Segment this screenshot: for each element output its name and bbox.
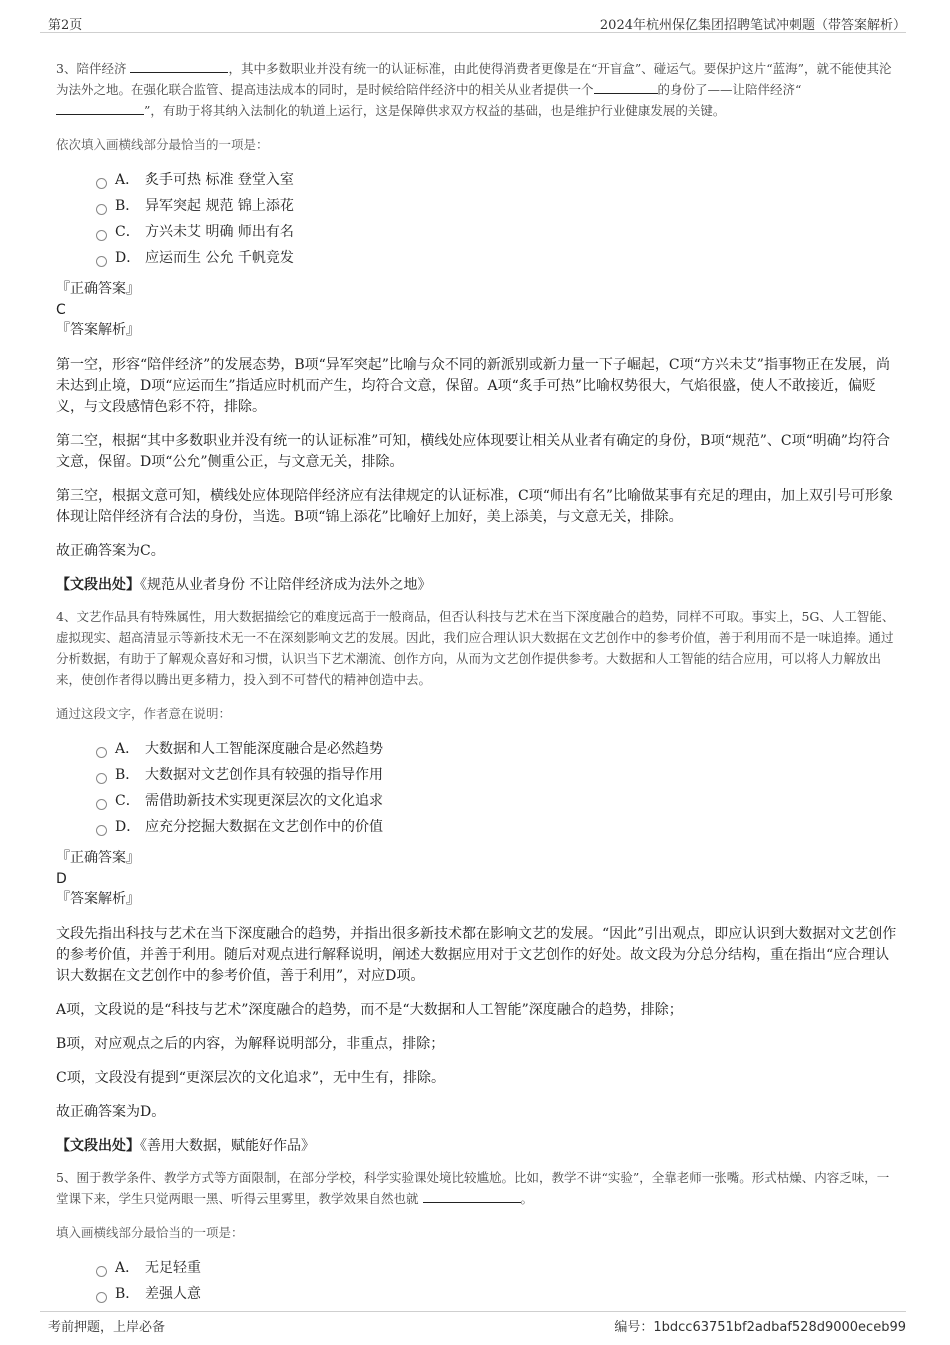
analysis-paragraph: C项，文段没有提到“更深层次的文化追求”，无中生有，排除。 <box>56 1070 446 1086</box>
option-b[interactable]: B． 差强人意 <box>96 1281 898 1307</box>
options-list <box>96 167 898 271</box>
answer-tag: 『正确答案』 <box>56 850 140 866</box>
question-text: 4、文艺作品具有特殊属性，用大数据描绘它的难度远高于一般商品，但否认科技与艺术在当下深度融合的趋势，同样不可取。事实上，5G、人工智能、虚拟现实、超高清显示等新技术无一不在深刻影响文艺的发展。因此，我们应合理认识大数据在文艺创作中的参考价值，善于利用而不是一味追捧。通过分析数据，有助于了解观众喜好和习惯，认识当下艺术潮流、创作方向，从而为文艺创作提供参考。大数据和人工智能的结合应用，可以将人力解放出来，使创作者得以腾出更多精力，投入到不可替代的精神创造中去。 <box>56 609 895 687</box>
source-line: 【文段出处】《善用大数据，赋能好作品》 <box>56 1138 315 1154</box>
analysis-conclusion: 故正确答案为C。 <box>56 543 165 559</box>
page-header <box>40 12 906 33</box>
options-list <box>96 1255 898 1307</box>
analysis-paragraph: A项，文段说的是“科技与艺术”深度融合的趋势，而不是“大数据和人工智能”深度融合的趋势，排除； <box>56 1002 683 1018</box>
question-4 <box>56 606 898 1157</box>
analysis-paragraph: 第三空，根据文意可知，横线处应体现陪伴经济应有法律规定的认证标准，C项“师出有名”比喻做某事有充足的理由，加上双引号可形象体现让陪伴经济有合法的身份，当选。B项“锦上添花”比喻好上加好，美上添美，与文意无关，排除。 <box>56 488 894 525</box>
option-a[interactable]: A． 大数据和人工智能深度融合是必然趋势 <box>96 736 898 762</box>
analysis-tag: 『答案解析』 <box>56 891 140 907</box>
correct-answer: C <box>56 302 66 318</box>
option-c[interactable]: C． 需借助新技术实现更深层次的文化追求 <box>96 788 898 814</box>
answer-blank <box>423 1190 521 1203</box>
radio-icon[interactable] <box>96 204 107 215</box>
footer-slogan: 考前押题，上岸必备 <box>48 1320 166 1335</box>
answer-blank <box>130 60 228 73</box>
radio-icon[interactable] <box>96 256 107 267</box>
option-a[interactable]: A． 无足轻重 <box>96 1255 898 1281</box>
option-d[interactable]: D． 应充分挖掘大数据在文艺创作中的价值 <box>96 814 898 840</box>
radio-icon[interactable] <box>96 825 107 836</box>
question-3 <box>56 58 898 596</box>
radio-icon[interactable] <box>96 1266 107 1277</box>
analysis-paragraph: 文段先指出科技与艺术在当下深度融合的趋势，并指出很多新技术都在影响文艺的发展。“因此”引出观点，即应认识到大数据对文艺创作的参考价值，并善于利用。随后对观点进行解释说明，阐述大数据应用对于文艺创作的好处。故文段为分总分结构，重在指出“应合理认识大数据在文艺创作中的参考价值，善于利用”，对应D项。 <box>56 926 897 984</box>
analysis-conclusion: 故正确答案为D。 <box>56 1104 166 1120</box>
option-b[interactable]: B． 异军突起 规范 锦上添花 <box>96 193 898 219</box>
document-code: 编号：1bdcc63751bf2adbaf528d9000eceb99 <box>614 1320 906 1335</box>
option-c[interactable]: C． 方兴未艾 明确 师出有名 <box>96 219 898 245</box>
question-prompt: 填入画横线部分最恰当的一项是： <box>56 1225 244 1240</box>
answer-blank <box>594 81 658 94</box>
radio-icon[interactable] <box>96 230 107 241</box>
question-prompt: 依次填入画横线部分最恰当的一项是： <box>56 137 269 152</box>
radio-icon[interactable] <box>96 1292 107 1303</box>
options-list <box>96 736 898 840</box>
question-5 <box>56 1167 898 1307</box>
analysis-tag: 『答案解析』 <box>56 322 140 338</box>
radio-icon[interactable] <box>96 773 107 784</box>
source-line: 【文段出处】《规范从业者身份 不让陪伴经济成为法外之地》 <box>56 577 432 593</box>
document-body <box>56 40 898 1307</box>
question-text: 3、陪伴经济 ，其中多数职业并没有统一的认证标准，由此使得消费者更像是在“开盲盒”、碰运气。要保护这片“蓝海”，就不能使其沦为法外之地。在强化联合监管、提高违法成本的同时，是时候给陪伴经济中的相关从业者提供一个 的身份了——让陪伴经济“ ”，有助于将其纳入法制化的轨道上运行，这是保障供求双方权益的基础，也是维护行业健康发展的关键。 <box>56 61 892 118</box>
analysis-paragraph: 第二空，根据“其中多数职业并没有统一的认证标准”可知，横线处应体现要让相关从业者有确定的身份，B项“规范”、C项“明确”均符合文意，保留。D项“公允”侧重公正，与文意无关，排除。 <box>56 433 890 470</box>
radio-icon[interactable] <box>96 799 107 810</box>
question-text: 5、囿于教学条件、教学方式等方面限制，在部分学校，科学实验课处境比较尴尬。比如，教学不讲“实验”，全靠老师一张嘴。形式枯燥、内容乏味，一堂课下来，学生只觉两眼一黑、听得云里雾里，教学效果自然也就 。 <box>56 1170 890 1206</box>
question-prompt: 通过这段文字，作者意在说明： <box>56 706 232 721</box>
document-title: 2024年杭州保亿集团招聘笔试冲刺题（带答案解析） <box>599 18 906 33</box>
page-footer <box>40 1311 906 1334</box>
page-number: 第2页 <box>48 18 83 33</box>
answer-tag: 『正确答案』 <box>56 281 140 297</box>
radio-icon[interactable] <box>96 178 107 189</box>
option-b[interactable]: B． 大数据对文艺创作具有较强的指导作用 <box>96 762 898 788</box>
option-a[interactable]: A． 炙手可热 标准 登堂入室 <box>96 167 898 193</box>
answer-blank <box>56 102 144 115</box>
radio-icon[interactable] <box>96 747 107 758</box>
correct-answer: D <box>56 871 67 887</box>
analysis-paragraph: B项，对应观点之后的内容，为解释说明部分，非重点，排除； <box>56 1036 445 1052</box>
option-d[interactable]: D． 应运而生 公允 千帆竞发 <box>96 245 898 271</box>
analysis-paragraph: 第一空，形容“陪伴经济”的发展态势，B项“异军突起”比喻与众不同的新派别或新力量一下子崛起，C项“方兴未艾”指事物正在发展，尚未达到止境，D项“应运而生”指适应时机而产生，均符合文意，保留。A项“炙手可热”比喻权势很大，气焰很盛，使人不敢接近，偏贬义，与文段感情色彩不符，排除。 <box>56 357 890 415</box>
